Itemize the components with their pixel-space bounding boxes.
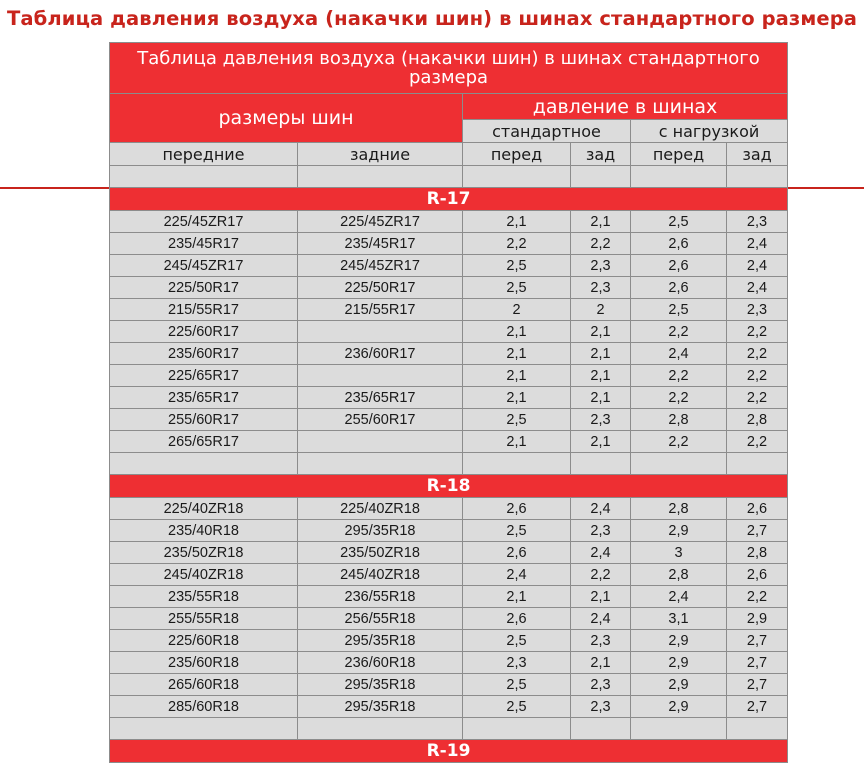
- standard-front-cell: 2: [463, 299, 571, 321]
- standard-front-cell: 2,3: [463, 652, 571, 674]
- spacer-row: [110, 453, 788, 475]
- standard-rear-cell: 2,4: [571, 608, 631, 630]
- loaded-front-cell: 2,2: [631, 431, 727, 453]
- front-size-cell: 235/40R18: [110, 520, 298, 542]
- loaded-front-cell: 3: [631, 542, 727, 564]
- front-size-cell: 245/40ZR18: [110, 564, 298, 586]
- standard-front-cell: 2,5: [463, 409, 571, 431]
- standard-front-cell: 2,6: [463, 542, 571, 564]
- standard-rear-cell: 2,1: [571, 652, 631, 674]
- loaded-rear-cell: 2,6: [727, 498, 788, 520]
- table-row: [110, 255, 788, 277]
- standard-header: стандартное: [463, 120, 631, 143]
- loaded-rear-cell: 2,2: [727, 431, 788, 453]
- loaded-rear-cell: 2,2: [727, 365, 788, 387]
- empty-cell: [631, 453, 727, 475]
- loaded-front-cell: 2,8: [631, 409, 727, 431]
- standard-front-cell: 2,1: [463, 211, 571, 233]
- loaded-rear-cell: 2,9: [727, 608, 788, 630]
- table-row: [110, 564, 788, 586]
- rear-size-cell: 295/35R18: [298, 696, 463, 718]
- section-label: R-18: [110, 475, 788, 498]
- column-header-standard-front: перед: [463, 143, 571, 166]
- standard-front-cell: 2,1: [463, 321, 571, 343]
- standard-front-cell: 2,1: [463, 586, 571, 608]
- rear-size-cell: 235/50ZR18: [298, 542, 463, 564]
- loaded-rear-cell: 2,7: [727, 520, 788, 542]
- standard-front-cell: 2,1: [463, 431, 571, 453]
- section-label: R-17: [110, 188, 788, 211]
- loaded-front-cell: 2,6: [631, 277, 727, 299]
- loaded-front-cell: 2,9: [631, 674, 727, 696]
- table-row: [110, 409, 788, 431]
- loaded-front-cell: 2,8: [631, 498, 727, 520]
- standard-rear-cell: 2,3: [571, 520, 631, 542]
- standard-front-cell: 2,1: [463, 365, 571, 387]
- standard-front-cell: 2,6: [463, 608, 571, 630]
- standard-rear-cell: 2,4: [571, 498, 631, 520]
- table-row: [110, 652, 788, 674]
- empty-cell: [463, 166, 571, 188]
- section-row: [110, 188, 788, 211]
- standard-front-cell: 2,5: [463, 277, 571, 299]
- standard-rear-cell: 2,3: [571, 255, 631, 277]
- loaded-front-cell: 2,4: [631, 586, 727, 608]
- front-size-cell: 265/60R18: [110, 674, 298, 696]
- loaded-front-cell: 2,9: [631, 696, 727, 718]
- standard-front-cell: 2,5: [463, 520, 571, 542]
- loaded-rear-cell: 2,2: [727, 343, 788, 365]
- table-row: [110, 233, 788, 255]
- rear-size-cell: 245/40ZR18: [298, 564, 463, 586]
- standard-rear-cell: 2,1: [571, 365, 631, 387]
- front-size-cell: 225/40ZR18: [110, 498, 298, 520]
- loaded-rear-cell: 2,7: [727, 630, 788, 652]
- empty-cell: [631, 718, 727, 740]
- loaded-front-cell: 2,4: [631, 343, 727, 365]
- standard-rear-cell: 2,1: [571, 211, 631, 233]
- standard-front-cell: 2,5: [463, 674, 571, 696]
- empty-cell: [727, 718, 788, 740]
- front-size-cell: 235/55R18: [110, 586, 298, 608]
- front-size-cell: 255/55R18: [110, 608, 298, 630]
- section-row: [110, 475, 788, 498]
- rear-size-cell: 255/60R17: [298, 409, 463, 431]
- loaded-rear-cell: 2,2: [727, 321, 788, 343]
- rear-size-cell: 235/65R17: [298, 387, 463, 409]
- empty-cell: [298, 166, 463, 188]
- loaded-rear-cell: 2,4: [727, 255, 788, 277]
- table-row: [110, 365, 788, 387]
- loaded-front-cell: 2,9: [631, 652, 727, 674]
- standard-rear-cell: 2,3: [571, 277, 631, 299]
- loaded-front-cell: 2,5: [631, 211, 727, 233]
- rear-size-cell: 295/35R18: [298, 674, 463, 696]
- rear-size-cell: [298, 321, 463, 343]
- rear-size-cell: 295/35R18: [298, 630, 463, 652]
- loaded-front-cell: 2,6: [631, 255, 727, 277]
- loaded-rear-cell: 2,4: [727, 277, 788, 299]
- front-size-cell: 215/55R17: [110, 299, 298, 321]
- standard-rear-cell: 2,3: [571, 674, 631, 696]
- table-row: [110, 321, 788, 343]
- empty-cell: [727, 166, 788, 188]
- table-row: [110, 277, 788, 299]
- standard-front-cell: 2,5: [463, 630, 571, 652]
- pressure-header: давление в шинах: [463, 94, 788, 120]
- rear-size-cell: 245/45ZR17: [298, 255, 463, 277]
- loaded-front-cell: 2,5: [631, 299, 727, 321]
- standard-rear-cell: 2,1: [571, 387, 631, 409]
- empty-cell: [463, 718, 571, 740]
- table-body: [110, 166, 788, 763]
- loaded-rear-cell: 2,2: [727, 387, 788, 409]
- table-row: [110, 630, 788, 652]
- section-label: R-19: [110, 740, 788, 763]
- loaded-rear-cell: 2,7: [727, 652, 788, 674]
- loaded-front-cell: 2,6: [631, 233, 727, 255]
- empty-cell: [571, 718, 631, 740]
- front-size-cell: 225/65R17: [110, 365, 298, 387]
- spacer-row: [110, 718, 788, 740]
- standard-rear-cell: 2,1: [571, 343, 631, 365]
- rear-size-cell: 225/50R17: [298, 277, 463, 299]
- table-row: [110, 387, 788, 409]
- table-row: [110, 542, 788, 564]
- tire-sizes-header: размеры шин: [110, 94, 463, 143]
- table-row: [110, 608, 788, 630]
- page-heading: Таблица давления воздуха (накачки шин) в шинах стандартного размера: [6, 7, 858, 30]
- empty-cell: [110, 166, 298, 188]
- standard-rear-cell: 2,1: [571, 586, 631, 608]
- column-header-standard-rear: зад: [571, 143, 631, 166]
- standard-rear-cell: 2,3: [571, 696, 631, 718]
- loaded-rear-cell: 2,8: [727, 542, 788, 564]
- loaded-rear-cell: 2,7: [727, 674, 788, 696]
- empty-cell: [110, 718, 298, 740]
- loaded-front-cell: 2,2: [631, 365, 727, 387]
- standard-rear-cell: 2,2: [571, 233, 631, 255]
- rear-size-cell: [298, 365, 463, 387]
- loaded-header: с нагрузкой: [631, 120, 788, 143]
- column-header-loaded-rear: зад: [727, 143, 788, 166]
- rear-size-cell: 236/60R18: [298, 652, 463, 674]
- loaded-front-cell: 2,2: [631, 321, 727, 343]
- standard-rear-cell: 2,3: [571, 409, 631, 431]
- table-row: [110, 498, 788, 520]
- empty-cell: [571, 166, 631, 188]
- loaded-rear-cell: 2,2: [727, 586, 788, 608]
- rear-size-cell: 225/45ZR17: [298, 211, 463, 233]
- column-header-front-size: передние: [110, 143, 298, 166]
- standard-rear-cell: 2: [571, 299, 631, 321]
- table-row: [110, 299, 788, 321]
- front-size-cell: 265/65R17: [110, 431, 298, 453]
- front-size-cell: 235/60R17: [110, 343, 298, 365]
- empty-cell: [110, 453, 298, 475]
- table-title: Таблица давления воздуха (накачки шин) в шинах стандартного размера: [110, 43, 788, 94]
- empty-cell: [463, 453, 571, 475]
- table-row: [110, 586, 788, 608]
- loaded-front-cell: 2,8: [631, 564, 727, 586]
- empty-cell: [727, 453, 788, 475]
- rear-size-cell: 256/55R18: [298, 608, 463, 630]
- front-size-cell: 235/50ZR18: [110, 542, 298, 564]
- standard-rear-cell: 2,3: [571, 630, 631, 652]
- rear-size-cell: 215/55R17: [298, 299, 463, 321]
- standard-front-cell: 2,6: [463, 498, 571, 520]
- loaded-front-cell: 2,9: [631, 630, 727, 652]
- rear-size-cell: 236/60R17: [298, 343, 463, 365]
- table-row: [110, 520, 788, 542]
- front-size-cell: 225/45ZR17: [110, 211, 298, 233]
- tire-pressure-table: [109, 42, 788, 763]
- loaded-rear-cell: 2,6: [727, 564, 788, 586]
- table-row: [110, 674, 788, 696]
- front-size-cell: 255/60R17: [110, 409, 298, 431]
- loaded-front-cell: 2,9: [631, 520, 727, 542]
- loaded-rear-cell: 2,3: [727, 299, 788, 321]
- loaded-rear-cell: 2,4: [727, 233, 788, 255]
- loaded-rear-cell: 2,8: [727, 409, 788, 431]
- standard-front-cell: 2,1: [463, 387, 571, 409]
- front-size-cell: 235/60R18: [110, 652, 298, 674]
- rear-size-cell: 236/55R18: [298, 586, 463, 608]
- front-size-cell: 225/50R17: [110, 277, 298, 299]
- standard-rear-cell: 2,2: [571, 564, 631, 586]
- spacer-row: [110, 166, 788, 188]
- standard-rear-cell: 2,1: [571, 321, 631, 343]
- table-row: [110, 696, 788, 718]
- table-row: [110, 431, 788, 453]
- standard-front-cell: 2,1: [463, 343, 571, 365]
- front-size-cell: 225/60R17: [110, 321, 298, 343]
- empty-cell: [298, 718, 463, 740]
- table-row: [110, 211, 788, 233]
- column-header-rear-size: задние: [298, 143, 463, 166]
- rear-size-cell: [298, 431, 463, 453]
- standard-front-cell: 2,2: [463, 233, 571, 255]
- loaded-front-cell: 3,1: [631, 608, 727, 630]
- standard-front-cell: 2,5: [463, 255, 571, 277]
- standard-rear-cell: 2,1: [571, 431, 631, 453]
- empty-cell: [298, 453, 463, 475]
- section-row: [110, 740, 788, 763]
- standard-front-cell: 2,5: [463, 696, 571, 718]
- front-size-cell: 245/45ZR17: [110, 255, 298, 277]
- table-row: [110, 343, 788, 365]
- rear-size-cell: 235/45R17: [298, 233, 463, 255]
- front-size-cell: 285/60R18: [110, 696, 298, 718]
- rear-size-cell: 295/35R18: [298, 520, 463, 542]
- column-header-loaded-front: перед: [631, 143, 727, 166]
- front-size-cell: 225/60R18: [110, 630, 298, 652]
- empty-cell: [631, 166, 727, 188]
- front-size-cell: 235/65R17: [110, 387, 298, 409]
- loaded-front-cell: 2,2: [631, 387, 727, 409]
- standard-rear-cell: 2,4: [571, 542, 631, 564]
- standard-front-cell: 2,4: [463, 564, 571, 586]
- rear-size-cell: 225/40ZR18: [298, 498, 463, 520]
- empty-cell: [571, 453, 631, 475]
- loaded-rear-cell: 2,7: [727, 696, 788, 718]
- front-size-cell: 235/45R17: [110, 233, 298, 255]
- loaded-rear-cell: 2,3: [727, 211, 788, 233]
